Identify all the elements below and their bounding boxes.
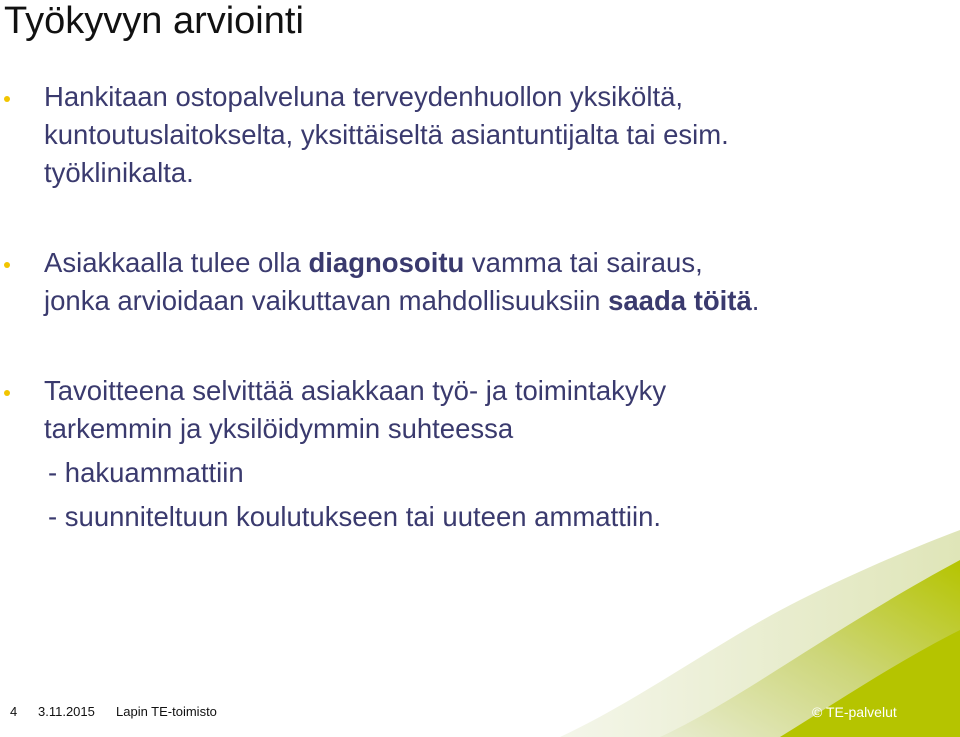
bullet-line: työklinikalta. (44, 157, 194, 188)
emphasis-text: diagnosoitu (308, 247, 465, 278)
sub-item: - suunniteltuun koulutukseen tai uuteen ammattiin. (48, 501, 662, 532)
bullet-text (44, 78, 884, 192)
bullet-line: tarkemmin ja yksilöidymmin suhteessa (44, 413, 514, 444)
bullet-dot-icon (4, 390, 10, 396)
bullet-text (44, 372, 884, 536)
bullet-dot-icon (4, 262, 10, 268)
slide-title: Työkyvyn arviointi (4, 0, 304, 42)
footer-office: Lapin TE-toimisto (116, 704, 217, 719)
emphasis-text: saada töitä (608, 285, 752, 316)
bullet-line: Asiakkaalla tulee olla diagnosoitu vamma tai sairaus, (44, 247, 703, 278)
bullet-line: Hankitaan ostopalveluna terveydenhuollon yksiköltä, (44, 81, 684, 112)
sub-item: - hakuammattiin (48, 457, 244, 488)
brand-label: © TE-palvelut (812, 704, 897, 720)
bullet-line: kuntoutuslaitokselta, yksittäiseltä asiantuntijalta tai esim. (44, 119, 729, 150)
bullet-line: jonka arvioidaan vaikuttavan mahdollisuuksiin saada töitä. (44, 285, 760, 316)
bullet-text (44, 244, 884, 320)
footer (0, 700, 960, 730)
footer-date: 3.11.2015 (38, 704, 95, 719)
bullet-line: Tavoitteena selvittää asiakkaan työ- ja toimintakyky (44, 375, 667, 406)
bullet-dot-icon (4, 96, 10, 102)
page-number: 4 (10, 704, 18, 719)
